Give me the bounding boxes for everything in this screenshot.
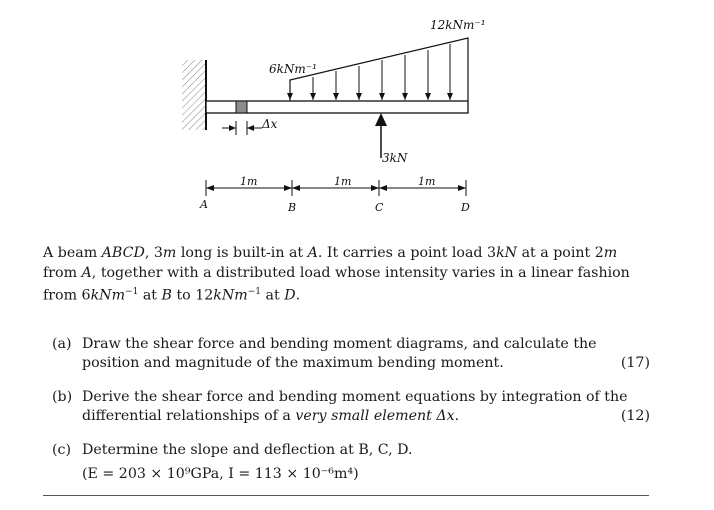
span-label-cd: 1m: [418, 175, 436, 188]
question-c: [52, 441, 650, 484]
question-a-marks: (17): [620, 355, 650, 371]
load-intensity-right: 12kNm⁻¹: [430, 18, 486, 32]
question-a-text: Draw the shear force and bending moment diagrams, and calculate the position and magnitude of the maximum bending moment.: [82, 336, 597, 371]
question-a: [52, 335, 650, 373]
point-label-b: B: [288, 201, 297, 214]
bottom-rule: [43, 495, 649, 496]
question-c-text: Determine the slope and deflection at B, C, D.: [82, 442, 413, 458]
question-b-label: (b): [52, 389, 73, 405]
question-c-label: (c): [52, 442, 72, 458]
question-b-text: Derive the shear force and bending moment equations by integration of the differential relationships of a: [82, 389, 628, 424]
fixed-support-wall: [182, 60, 206, 130]
point-load-label: 3kN: [382, 151, 408, 165]
point-label-d: D: [461, 201, 470, 214]
element-width-markers: [222, 121, 262, 135]
span-label-bc: 1m: [334, 175, 352, 188]
small-element: [236, 101, 247, 113]
material-properties: (E = 203 × 10⁹GPa, I = 113 × 10⁻⁶m⁴): [82, 466, 359, 482]
point-label-a: A: [200, 198, 208, 211]
load-intensity-left: 6kNm⁻¹: [269, 62, 317, 76]
question-b-emphasis: very small element Δx: [295, 408, 455, 424]
span-label-ab: 1m: [240, 175, 258, 188]
beam-diagram: [0, 0, 714, 230]
question-a-label: (a): [52, 336, 72, 352]
question-b: (b) Derive the shear force and bending moment equations by integration of the differential relationships of a very small element Δx. (12): [52, 389, 650, 424]
element-label: Δx: [262, 117, 278, 131]
question-b-marks: (12): [620, 408, 650, 424]
point-label-c: C: [375, 201, 384, 214]
problem-statement: A beam ABCD, 3m long is built-in at A. It carries a point load 3kN at a point 2m from A, together with a distributed load whose intensity varies in a linear fashion from 6kNm$^{-1}$ at B to 12kNm$^{-1}$ at D.: [43, 245, 630, 304]
